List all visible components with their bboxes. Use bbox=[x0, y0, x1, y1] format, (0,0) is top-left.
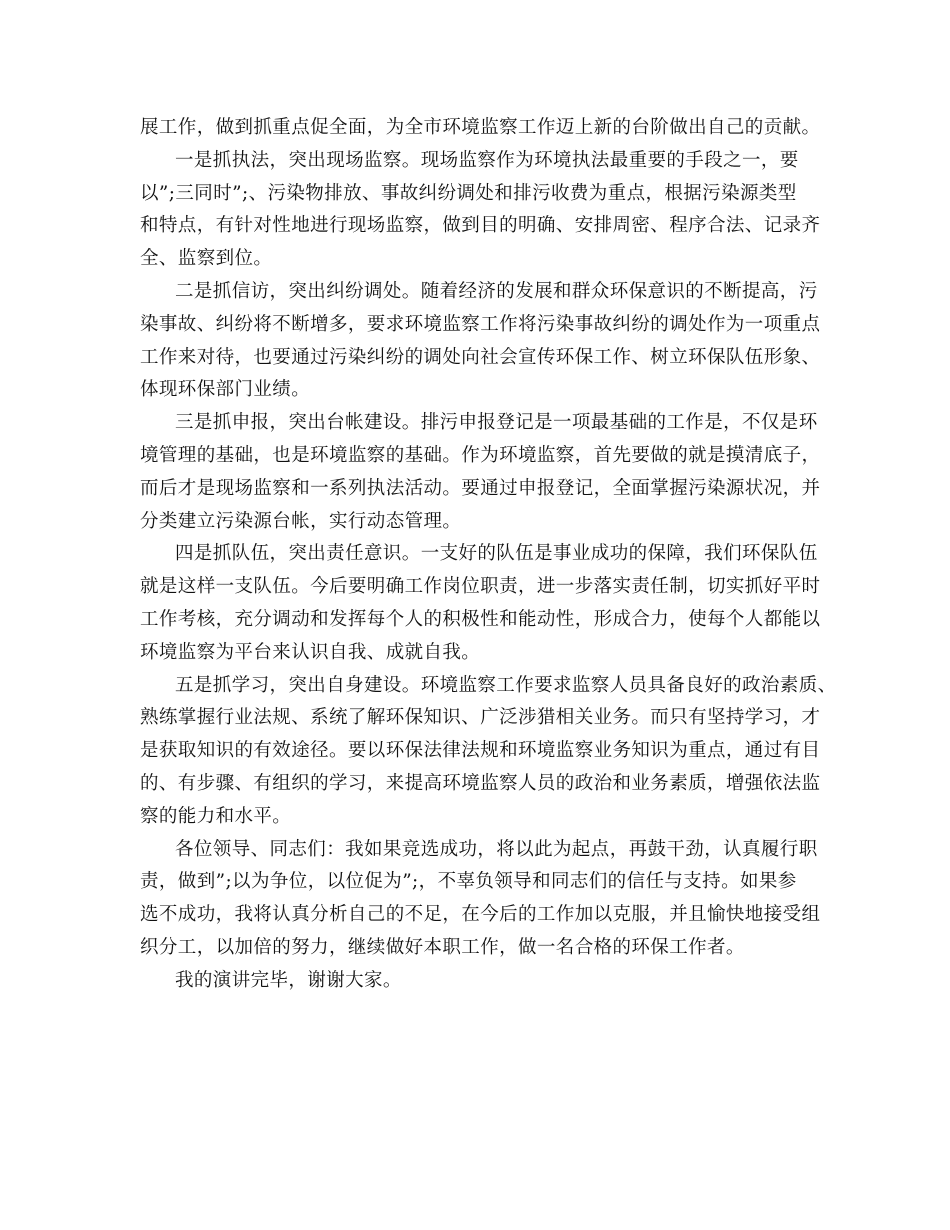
text-line: 工作考核，充分调动和发挥每个人的积极性和能动性，形成合力，使每个人都能以 bbox=[140, 608, 821, 630]
text-line: 工作来对待，也要通过污染纠纷的调处向社会宣传环保工作、树立环保队伍形象、 bbox=[140, 346, 821, 368]
document-body bbox=[140, 112, 837, 998]
text-line: 选不成功，我将认真分析自己的不足，在今后的工作加以克服，并且愉快地接受组 bbox=[140, 904, 821, 926]
text-line: 察的能力和水平。 bbox=[140, 805, 292, 827]
text-line: 染事故、纠纷将不断增多，要求环境监察工作将污染事故纠纷的调处作为一项重点 bbox=[140, 313, 821, 335]
text-line: 织分工，以加倍的努力，继续做好本职工作，做一名合格的环保工作者。 bbox=[140, 936, 745, 958]
paragraph-start-line: 五是抓学习，突出自身建设。环境监察工作要求监察人员具备良好的政治素质、 bbox=[175, 674, 837, 696]
paragraph-start-line: 三是抓申报，突出台帐建设。排污申报登记是一项最基础的工作是，不仅是环 bbox=[175, 412, 818, 434]
paragraph-start-line: 一是抓执法，突出现场监察。现场监察作为环境执法最重要的手段之一，要 bbox=[175, 149, 799, 171]
paragraph-start-line: 各位领导、同志们：我如果竞选成功，将以此为起点，再鼓干劲，认真履行职 bbox=[175, 838, 818, 860]
text-line: 熟练掌握行业法规、系统了解环保知识、广泛涉猎相关业务。而只有坚持学习，才 bbox=[140, 707, 821, 729]
text-line: 展工作，做到抓重点促全面，为全市环境监察工作迈上新的台阶做出自己的贡献。 bbox=[140, 117, 821, 138]
text-line: 是获取知识的有效途径。要以环保法律法规和环境监察业务知识为重点，通过有目 bbox=[140, 740, 821, 762]
text-line: 境管理的基础，也是环境监察的基础。作为环境监察，首先要做的就是摸清底子， bbox=[140, 444, 821, 466]
paragraph-start-line: 我的演讲完毕，谢谢大家。 bbox=[175, 969, 402, 991]
text-line: 而后才是现场监察和一系列执法活动。要通过申报登记，全面掌握污染源状况，并 bbox=[140, 477, 821, 499]
text-line: 和特点，有针对性地进行现场监察，做到目的明确、安排周密、程序合法、记录齐 bbox=[140, 215, 821, 237]
text-line: 环境监察为平台来认识自我、成就自我。 bbox=[140, 641, 481, 663]
paragraph-start-line: 四是抓队伍，突出责任意识。一支好的队伍是事业成功的保障，我们环保队伍 bbox=[175, 543, 818, 565]
text-line: 就是这样一支队伍。今后要明确工作岗位职责，进一步落实责任制，切实抓好平时 bbox=[140, 576, 821, 598]
text-line: 以”;三同时”;、污染物排放、事故纠纷调处和排污收费为重点，根据污染源类型 bbox=[140, 182, 797, 204]
text-line: 责，做到”;以为争位，以位促为”;，不辜负领导和同志们的信任与支持。如果参 bbox=[140, 871, 797, 893]
text-line: 分类建立污染源台帐，实行动态管理。 bbox=[140, 510, 462, 532]
text-line: 全、监察到位。 bbox=[140, 248, 273, 270]
text-line: 体现环保部门业绩。 bbox=[140, 379, 311, 401]
text-line: 的、有步骤、有组织的学习，来提高环境监察人员的政治和业务素质，增强依法监 bbox=[140, 772, 821, 794]
paragraph-start-line: 二是抓信访，突出纠纷调处。随着经济的发展和群众环保意识的不断提高，污 bbox=[175, 280, 818, 302]
